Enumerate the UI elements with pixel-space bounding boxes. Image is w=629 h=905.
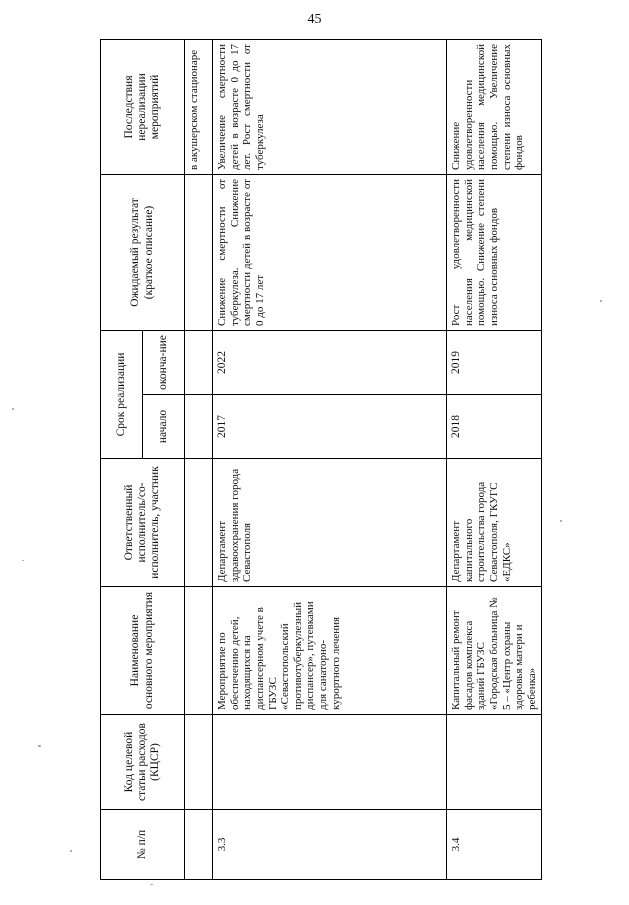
header-consequences: Последствия нереализации мероприятий bbox=[101, 40, 185, 175]
cell-empty bbox=[185, 395, 213, 459]
scan-speck bbox=[22, 560, 24, 561]
page-number: 45 bbox=[307, 12, 322, 27]
continuation-text: в акушерском стационаре bbox=[185, 40, 213, 175]
scan-speck bbox=[600, 300, 602, 302]
scan-speck bbox=[38, 745, 41, 747]
cell-empty bbox=[185, 715, 213, 810]
header-code: Код целевой статьи расходов (КЦСР) bbox=[101, 715, 185, 810]
activities-table bbox=[100, 39, 542, 880]
scan-speck bbox=[70, 850, 72, 852]
rotated-table-container bbox=[100, 40, 538, 880]
row-consequences: Увеличение смертности детей в возрасте 0 до 17 лет. Рост смертности от туберкулеза bbox=[213, 40, 447, 175]
header-end: оконча-ние bbox=[143, 331, 185, 395]
cell-empty bbox=[185, 175, 213, 331]
cell-empty bbox=[185, 810, 213, 880]
header-name: Наименование основного мероприятия bbox=[101, 587, 185, 715]
table-row bbox=[213, 40, 447, 880]
row-code bbox=[213, 715, 447, 810]
row-num: 3.4 bbox=[447, 810, 542, 880]
row-name: Мероприятие по обеспечению детей, находящихся на диспансерном учете в ГБУЗС «Севастопольский противотуберкулезный диспансер», путевками для санаторно-курортного лечения bbox=[213, 587, 447, 715]
row-start: 2018 bbox=[447, 395, 542, 459]
row-result: Рост удовлетворенности населения медицинской помощью. Снижение степени износа основных фондов bbox=[447, 175, 542, 331]
row-end: 2019 bbox=[447, 331, 542, 395]
header-start: начало bbox=[143, 395, 185, 459]
row-name: Капитальный ремонт фасадов комплекса зданий ГБУЗС «Городская больница № 5 – «Центр охраны здоровья матери и ребенка» bbox=[447, 587, 542, 715]
header-period: Срок реализации bbox=[101, 331, 143, 459]
row-num: 3.3 bbox=[213, 810, 447, 880]
table-viewport bbox=[100, 40, 538, 880]
header-num: № п/п bbox=[101, 810, 185, 880]
table-row-continuation bbox=[185, 40, 213, 880]
row-end: 2022 bbox=[213, 331, 447, 395]
row-consequences: Снижение удовлетворенности населения медицинской помощью. Увеличение степени износа основных фондов bbox=[447, 40, 542, 175]
scan-speck bbox=[560, 520, 562, 522]
row-responsible: Департамент здравоохранения города Севастополя bbox=[213, 459, 447, 587]
cell-empty bbox=[185, 587, 213, 715]
header-row-1 bbox=[101, 40, 143, 880]
cell-empty bbox=[185, 331, 213, 395]
table-row bbox=[447, 40, 542, 880]
cell-empty bbox=[185, 459, 213, 587]
row-responsible: Департамент капитального строительства города Севастополя, ГКУГС «ЕДКС» bbox=[447, 459, 542, 587]
header-result: Ожидаемый результат (краткое описание) bbox=[101, 175, 185, 331]
row-code bbox=[447, 715, 542, 810]
row-start: 2017 bbox=[213, 395, 447, 459]
header-responsible: Ответственный исполнитель/со-исполнитель, участник bbox=[101, 459, 185, 587]
scan-speck bbox=[150, 884, 153, 885]
row-result: Снижение смертности от туберкулеза. Снижение смертности детей в возрасте от 0 до 17 лет bbox=[213, 175, 447, 331]
scan-speck bbox=[12, 408, 14, 410]
